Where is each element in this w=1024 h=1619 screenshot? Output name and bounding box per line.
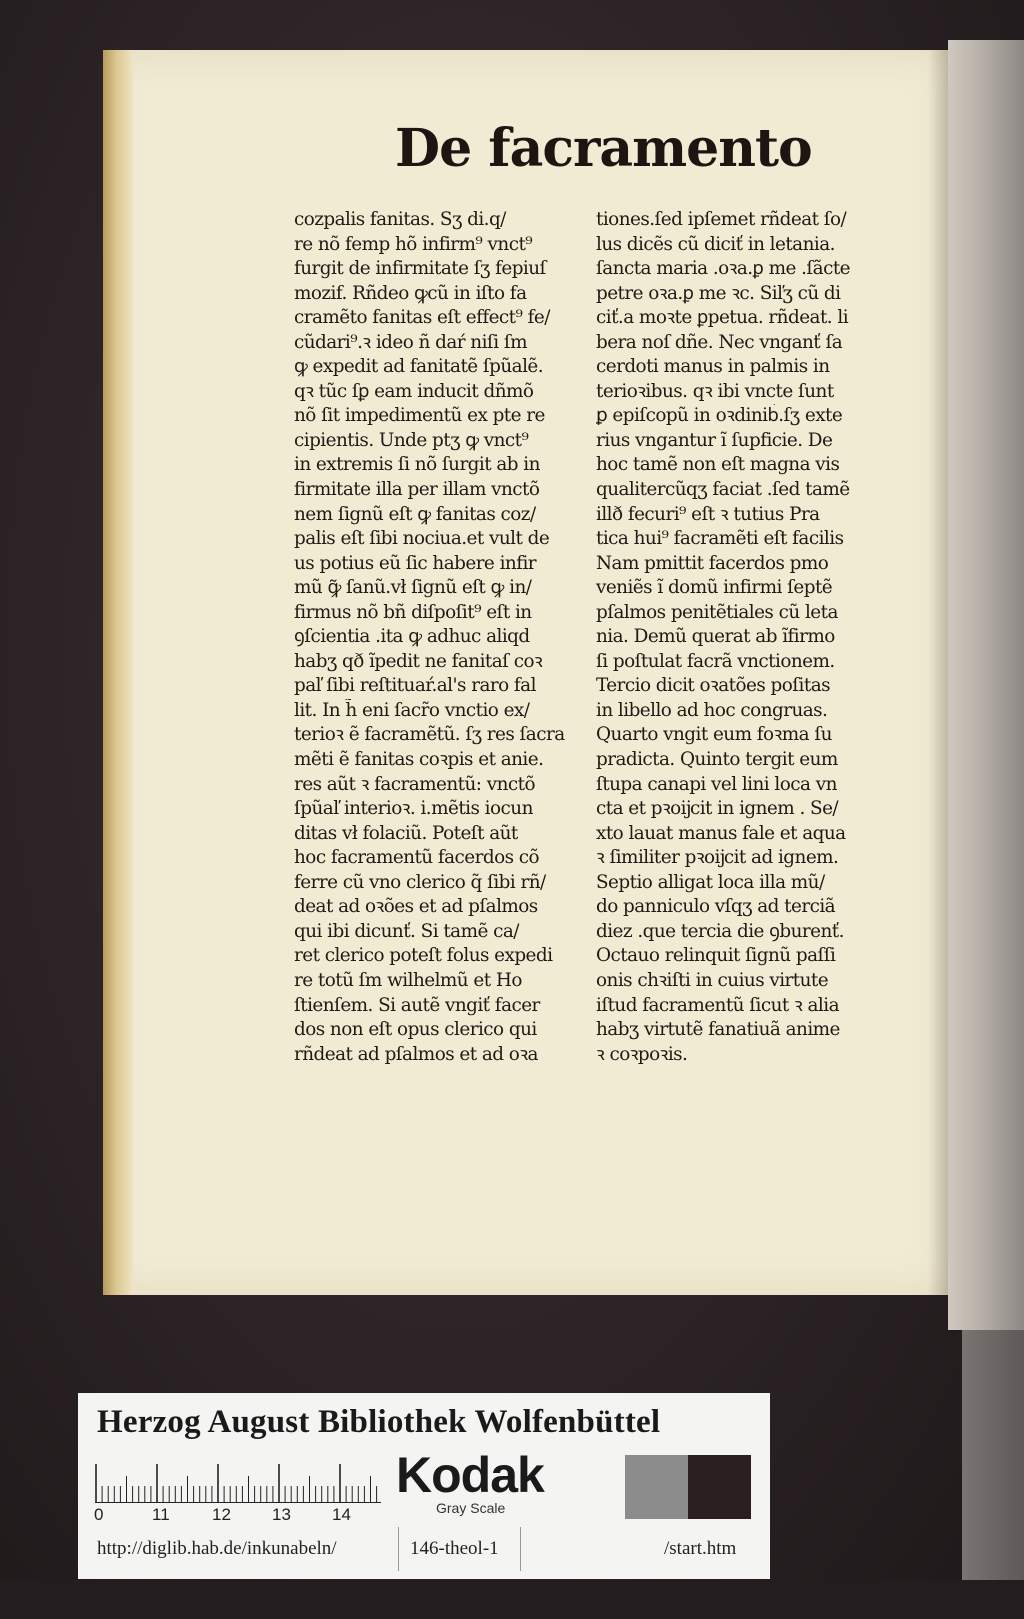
text-line: iſtud facramentũ ſicut ꝛ alia [596,994,839,1016]
text-line: Nam pmittit facerdos pmo [596,552,829,574]
text-line: ꝛ coꝛpoꝛis. [596,1043,688,1065]
text-line: palis eſt ſibi nociua.et vult de [294,528,550,550]
text-line: hoc facramentũ facerdos cõ [294,847,540,869]
text-line: do panniculo vſqʒ ad terciã [596,896,836,918]
text-line: bera noſ dñe. Nec vnganť ſa [596,331,843,353]
text-line: Octauo relinquit ſignũ paſſi [596,945,836,967]
text-line: pradicta. Quinto tergit eum [596,749,838,771]
facing-page-edge [948,40,1024,1330]
text-line: cipientis. Unde ptʒ ꝙ vnct⁹ [294,429,529,451]
ruler-labels [92,1505,392,1527]
text-line: cta et pꝛoĳcit in ignem . Se/ [596,798,839,820]
text-line: cozpalis fanitas. Sʒ di.q/ [294,209,506,230]
text-line: re totũ ſm wilhelmũ et Ho [294,969,522,991]
text-column-right [596,208,881,1067]
text-line: deat ad oꝛões et ad pſalmos [294,896,538,918]
text-line: hoc tamẽ non eſt magna vis [596,454,840,476]
text-line: firmus nõ bñ diſpoſit⁹ eſt in [294,601,532,623]
text-line: ꝙ expedit ad fanitatẽ ſpũalẽ. [294,356,544,378]
kodak-logo: Kodak [396,1447,544,1503]
text-line: ciť.a moꝛte ꝑpetua. rñdeat. li [596,307,849,329]
ruler-label: 11 [152,1505,170,1524]
text-line: ſpũaľ interioꝛ. i.mẽtis iocun [294,798,533,820]
text-line: in extremis ſi nõ ſurgit ab in [294,454,540,476]
text-line: illð fecuri⁹ eſt ꝛ tutius Pra [596,503,820,525]
text-line: Septio alligat loca illa mũ/ [596,871,825,893]
text-line: onis chꝛiſti in cuius virtute [596,969,829,991]
text-line: nem ſignũ eſt ꝙ fanitas coz/ [294,503,536,525]
scanner-bottom [0,1580,1024,1619]
text-line: Quarto vngit eum foꝛma ſu [596,724,832,746]
page-title: De facramento [395,118,812,179]
text-line: ret clerico poteſt folus expedi [294,945,553,967]
ruler-label: 0 [94,1505,104,1524]
text-line: habʒ qð ĩpedit ne fanitaſ coꝛ [294,650,543,672]
scale-ruler [95,1460,381,1503]
text-line: petre oꝛa.ꝑ me ꝛc. Siľʒ cũ di [596,282,841,304]
text-line: re nõ femp hõ infirm⁹ vnct⁹ [294,233,533,255]
url-right: /start.htm [664,1538,737,1559]
text-line: ſtienſem. Si autẽ vngiť facer [294,994,540,1016]
text-line: ferre cũ vno clerico q̃ ſibi rñ/ [294,871,546,893]
library-name: Herzog August Bibliothek Wolfenbüttel [97,1404,661,1440]
text-line: us potius eũ ſic habere infir [294,552,537,574]
text-line: in libello ad hoc congruas. [596,699,828,721]
gray-swatch [625,1455,688,1519]
text-line: cramẽto fanitas eſt effect⁹ fe/ [294,307,550,329]
text-line: pſalmos penitẽtiales cũ leta [596,601,838,623]
text-line: terioꝛibus. qꝛ ibi vncte ſunt [596,380,834,402]
text-line: tiones.ſed ipſemet rñdeat ſo/ [596,209,847,230]
text-line: ꝛ ſimiliter pꝛoĳcit ad ignem. [596,847,839,869]
text-line: paľ ſibi reſtituaŕ.al's raro fal [294,675,536,697]
text-line: ſancta maria .oꝛa.ꝑ me .ſãcte [596,258,851,280]
text-line: nõ ſit impedimentũ ex pte re [294,405,545,427]
text-line: furgit de infirmitate ſʒ fepiuſ [294,258,546,280]
text-line: Tercio dicit oꝛatões poſitas [596,675,830,697]
text-line: tica hui⁹ facramẽti eſt facilis [596,528,844,550]
text-line: lus dicẽs cũ diciť in letania. [596,233,835,255]
text-column-left [294,208,584,1067]
text-line: terioꝛ ẽ facramẽtũ. ſʒ res ſacra [294,724,565,746]
text-line: rñdeat ad pſalmos et ad oꝛa [294,1043,538,1065]
text-line: cũdari⁹.ꝛ ideo ñ daŕ niſi ſm [294,331,527,353]
text-line: firmitate illa per illam vnctõ [294,479,540,501]
text-line: ditas vł folaciũ. Poteſt aũt [294,822,518,844]
text-line: ꝑ epiſcopũ in oꝛdinib᷒.ſʒ exte [596,405,843,427]
text-line: ꝯſcientia .ita ꝙ adhuc aliqd [294,626,530,648]
text-line: mozif. Rñdeo ꝙcũ in iſto fa [294,282,527,304]
text-line: qui ibi dicunť. Si tamẽ ca/ [294,920,519,942]
text-line: diez .que tercia die ꝯburenť. [596,920,844,942]
text-line: habʒ virtutẽ fanatiuã anime [596,1019,840,1041]
text-line: qꝛ tũc ſꝑ eam inducit dñmõ [294,380,534,402]
url-separator [520,1527,521,1571]
url-left: http://diglib.hab.de/inkunabeln/ [97,1538,337,1559]
ruler-label: 13 [272,1505,291,1524]
url-separator [398,1527,399,1571]
gray-scale-label: Gray Scale [436,1500,506,1516]
ruler-label: 12 [212,1505,231,1524]
page-shadow [928,50,948,1295]
text-line: dos non eſt opus clerico qui [294,1019,537,1041]
gray-scale-swatches [562,1455,751,1519]
page-gutter-edge [103,50,133,1295]
text-line: ſtupa canapi vel lini loca vn [596,773,837,795]
text-line: xto lauat manus fale et aqua [596,822,846,844]
text-line: rius vngantur ĩ ſupficie. De [596,429,833,451]
url-middle: 146-theol-1 [410,1538,499,1559]
ruler-label: 14 [332,1505,351,1524]
text-line: mẽti ẽ fanitas coꝛpis et anie. [294,749,544,771]
text-line: nia. Demũ querat ab ĩfirmo [596,626,835,648]
text-line: res aũt ꝛ facramentũ: vnctõ [294,773,535,795]
text-line: ſi poſtulat facrã vnctionem. [596,650,835,672]
gray-swatch [562,1455,625,1519]
gray-swatch [688,1455,751,1519]
text-line: veniẽs ĩ domũ infirmi ſeptẽ [596,577,833,599]
text-line: mũ ꝙ̃ ſanũ.vł ſignũ eſt ꝙ in/ [294,577,532,599]
text-line: lit. In h̃ eni ſacr̃o vnctio ex/ [294,699,530,721]
facing-page-edge-lower [962,1330,1024,1619]
text-line: qualitercũqʒ faciat .ſed tamẽ [596,479,850,501]
text-line: cerdoti manus in palmis in [596,356,830,378]
